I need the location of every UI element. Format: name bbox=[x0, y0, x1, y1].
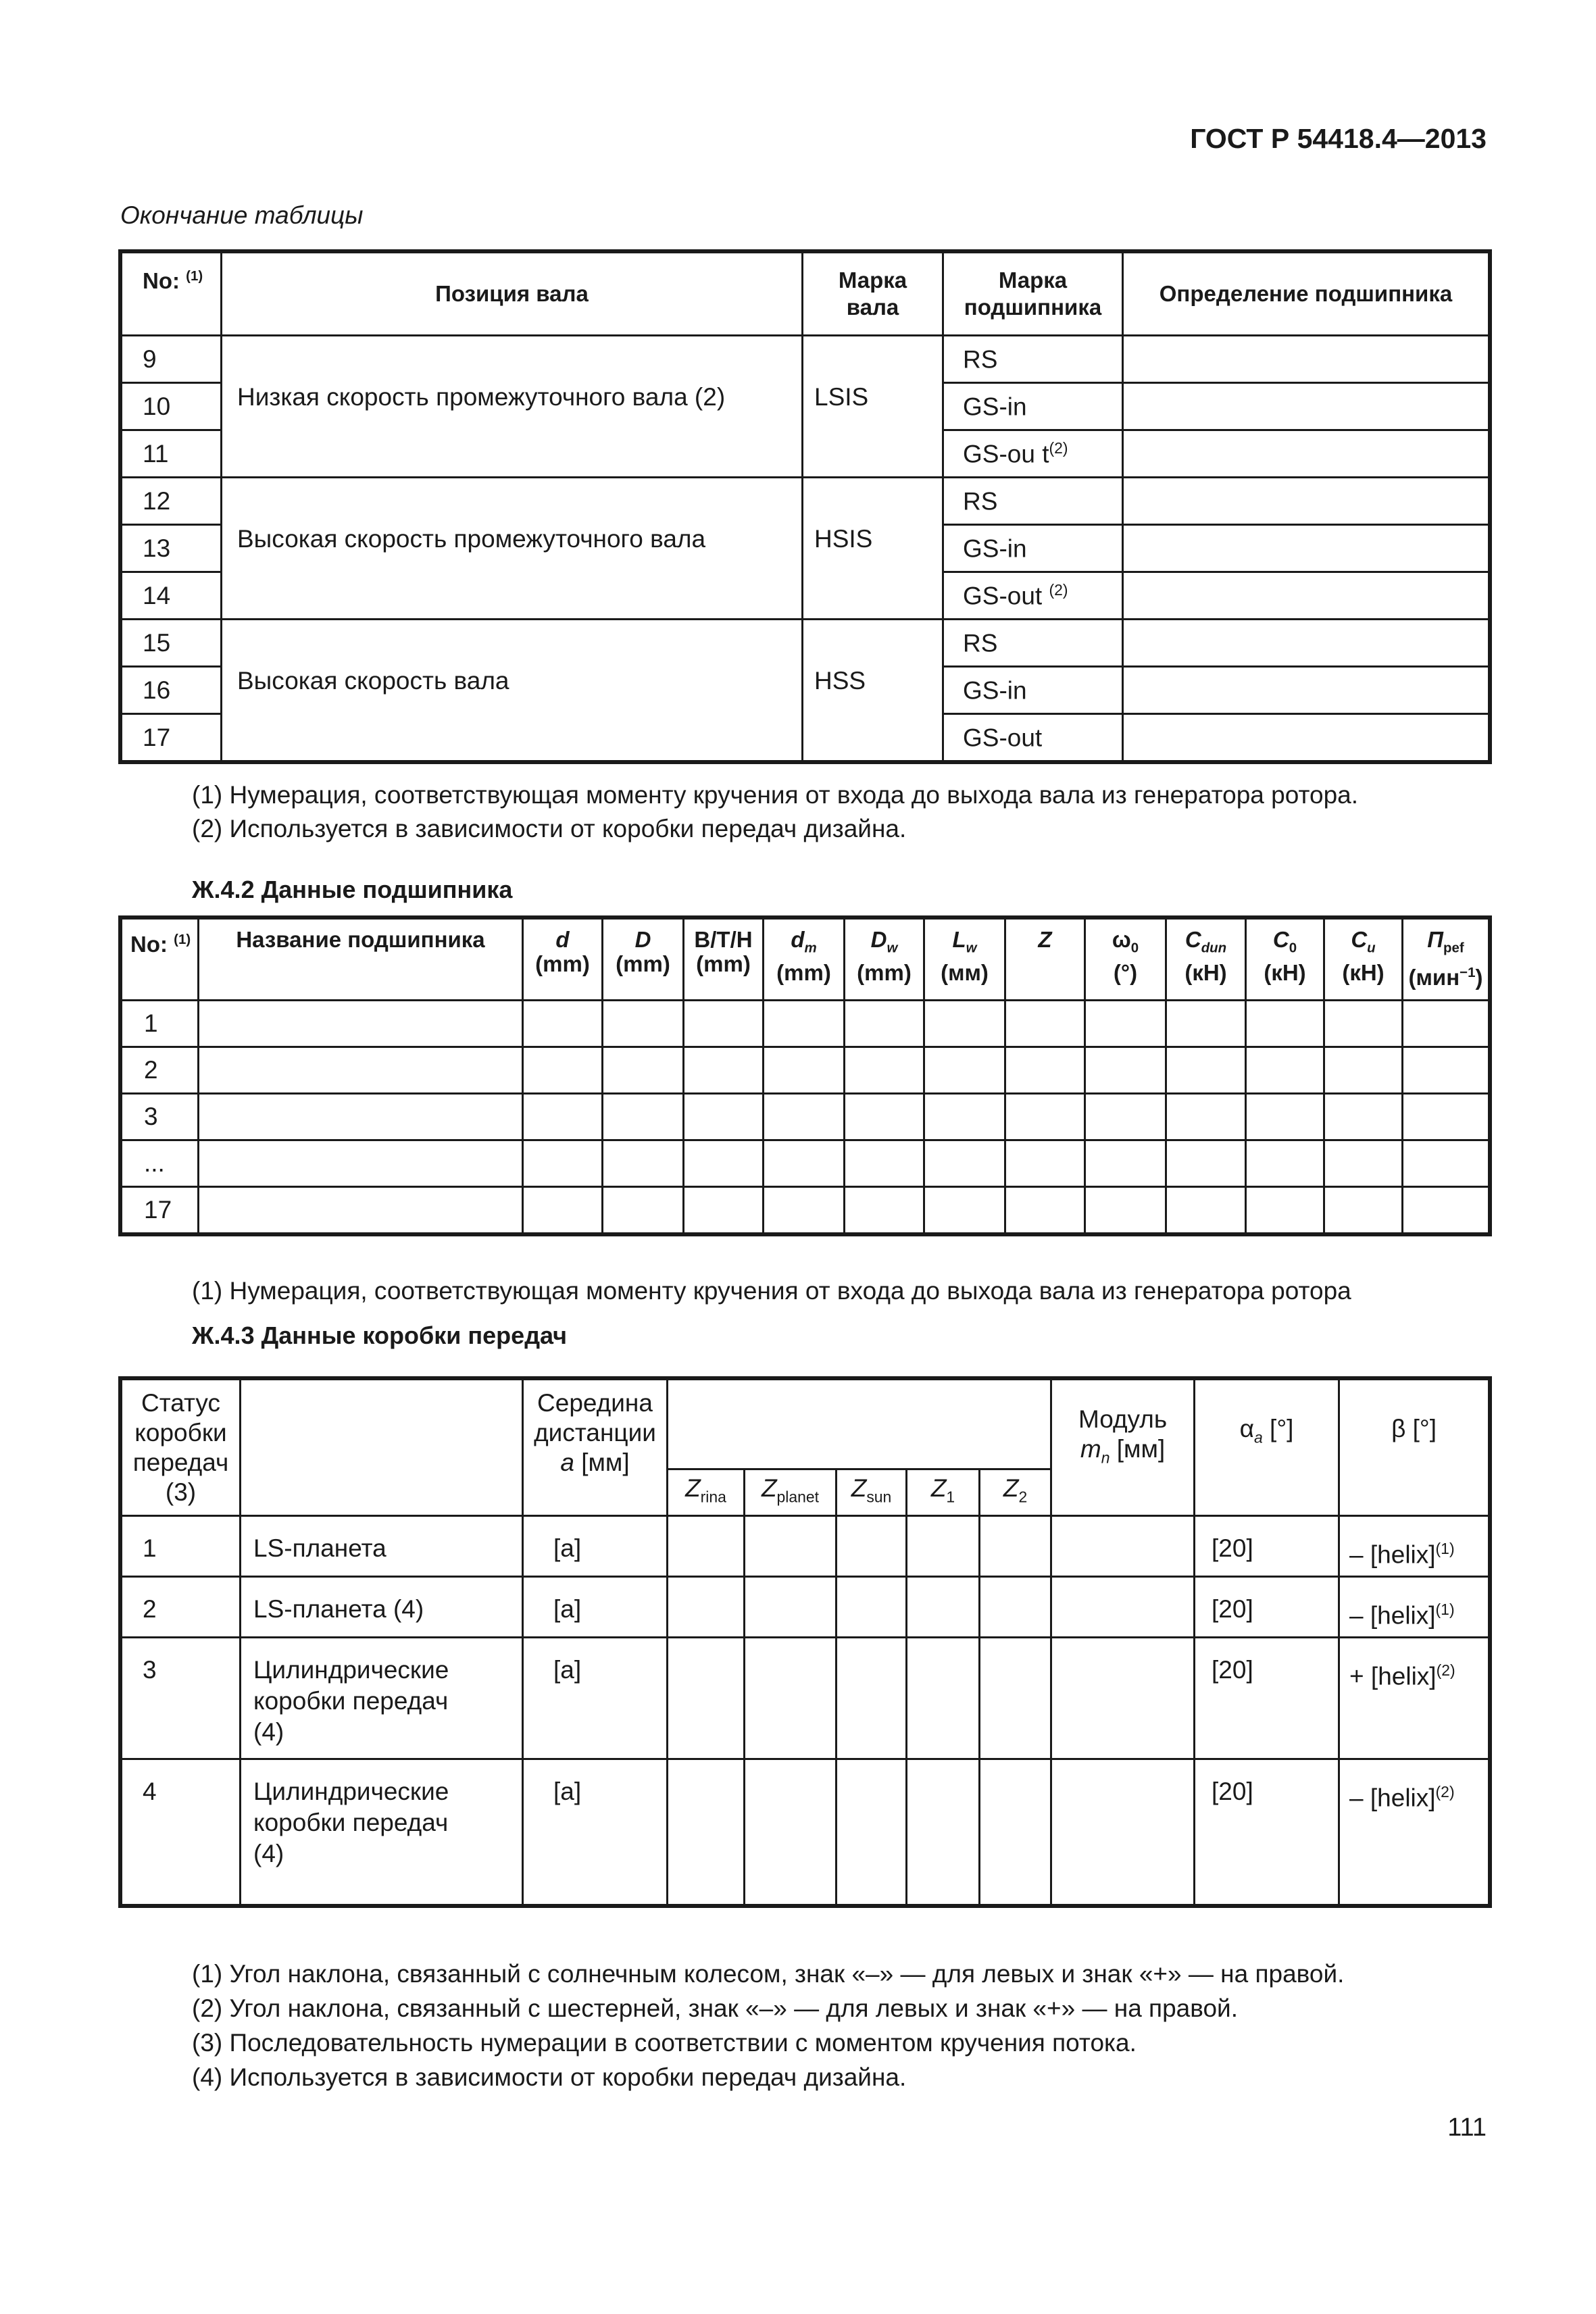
col-Dw: $D_w$ (mm) bbox=[845, 919, 924, 1001]
table-row bbox=[122, 1577, 1489, 1638]
shaft-position-cell: Высокая скорость промежуточного вала bbox=[222, 478, 803, 620]
col-speed: $П_{pef}$ (мин$^{-1}$) bbox=[1403, 919, 1489, 1001]
table-row bbox=[122, 1140, 1489, 1187]
table1-footnotes bbox=[192, 778, 1358, 846]
table-row bbox=[122, 478, 1489, 525]
bearing-mark-cell: GS-in bbox=[943, 667, 1123, 714]
gearbox-name-cell: LS-планета (4) bbox=[241, 1577, 523, 1638]
col-z-planet: $Z_{planet}$ bbox=[745, 1469, 837, 1516]
middle-distance-cell: [a] bbox=[523, 1638, 668, 1759]
row-no: 16 bbox=[122, 667, 222, 714]
alpha-cell: [20] bbox=[1195, 1759, 1339, 1905]
gearbox-name-cell: Цилиндрические коробки передач (4) bbox=[241, 1638, 523, 1759]
col-Z: Z bbox=[1005, 919, 1085, 1001]
footnote: (1) Угол наклона, связанный с солнечным колесом, знак «–» — для левых и знак «+» — на правой. bbox=[192, 1960, 1345, 1988]
table3-footnotes bbox=[192, 1957, 1344, 2094]
row-no: 17 bbox=[122, 1187, 199, 1234]
beta-cell: – [helix]$^{(1)}$ bbox=[1339, 1516, 1489, 1577]
gearbox-data-table bbox=[120, 1378, 1490, 1906]
table-row bbox=[122, 620, 1489, 667]
col-c0: $C_0$ (кН) bbox=[1246, 919, 1324, 1001]
bearing-definition-cell bbox=[1123, 714, 1489, 761]
col-z2: $Z_2$ bbox=[980, 1469, 1051, 1516]
row-no: 1 bbox=[122, 1001, 199, 1047]
table-row bbox=[122, 1759, 1489, 1905]
bearing-definition-cell bbox=[1123, 525, 1489, 572]
gearbox-name-cell: LS-планета bbox=[241, 1516, 523, 1577]
row-no: 15 bbox=[122, 620, 222, 667]
row-no: 11 bbox=[122, 430, 222, 478]
row-no: 14 bbox=[122, 572, 222, 620]
col-alpha: $\alpha_a$ [°] bbox=[1195, 1380, 1339, 1516]
row-no: 13 bbox=[122, 525, 222, 572]
bearing-definition-cell bbox=[1123, 620, 1489, 667]
footnote: (1) Нумерация, соответствующая моменту кручения от входа до выхода вала из генератора ротора. bbox=[192, 781, 1359, 809]
bearing-mark-cell: GS-out bbox=[943, 714, 1123, 761]
row-no: 17 bbox=[122, 714, 222, 761]
bearing-mark-cell: GS-ou $t^{(2)}$ bbox=[943, 430, 1123, 478]
shaft-mark-cell: LSIS bbox=[803, 336, 943, 478]
col-cdun: $C_{dun}$ (кН) bbox=[1166, 919, 1246, 1001]
col-bth: B/T/H (mm) bbox=[684, 919, 764, 1001]
table-row bbox=[122, 1187, 1489, 1234]
alpha-cell: [20] bbox=[1195, 1516, 1339, 1577]
table-row bbox=[122, 1047, 1489, 1094]
middle-distance-cell: [a] bbox=[523, 1516, 668, 1577]
row-no: 3 bbox=[122, 1638, 241, 1759]
bearing-mark-cell: GS-in bbox=[943, 525, 1123, 572]
row-no: 2 bbox=[122, 1577, 241, 1638]
row-no: 4 bbox=[122, 1759, 241, 1905]
shaft-mark-cell: HSS bbox=[803, 620, 943, 761]
col-dm: $d_m$ (mm) bbox=[764, 919, 845, 1001]
shaft-mark-cell: HSIS bbox=[803, 478, 943, 620]
bearing-mark-cell: RS bbox=[943, 620, 1123, 667]
table2-footnote: (1) Нумерация, соответствующая моменту кручения от входа до выхода вала из генератора ротора bbox=[192, 1277, 1351, 1305]
table-header-row bbox=[122, 919, 1489, 1001]
alpha-cell: [20] bbox=[1195, 1638, 1339, 1759]
beta-cell: – [helix]$^{(2)}$ bbox=[1339, 1759, 1489, 1905]
bearing-definition-cell bbox=[1123, 336, 1489, 383]
table-row bbox=[122, 1001, 1489, 1047]
middle-distance-cell: [a] bbox=[523, 1577, 668, 1638]
table-row bbox=[122, 336, 1489, 383]
footnote: (4) Используется в зависимости от коробки передач дизайна. bbox=[192, 2063, 907, 2091]
row-no: 1 bbox=[122, 1516, 241, 1577]
col-bearing-mark: Марка подшипника bbox=[943, 253, 1123, 336]
col-teeth-group bbox=[668, 1380, 1051, 1469]
col-gearbox-name bbox=[241, 1380, 523, 1516]
bearing-data-table bbox=[120, 917, 1490, 1234]
document-header: ГОСТ Р 54418.4—2013 bbox=[1190, 123, 1487, 154]
col-d: d (mm) bbox=[523, 919, 603, 1001]
footnote: (3) Последовательность нумерации в соответствии с моментом кручения потока. bbox=[192, 2029, 1137, 2057]
section-title-bearing-data: Ж.4.2 Данные подшипника bbox=[192, 876, 513, 903]
col-D: D (mm) bbox=[603, 919, 684, 1001]
col-z-sun: $Z_{sun}$ bbox=[837, 1469, 907, 1516]
row-no: ... bbox=[122, 1140, 199, 1187]
col-z-rina: $Z_{rina}$ bbox=[668, 1469, 745, 1516]
row-no: 9 bbox=[122, 336, 222, 383]
row-no: 3 bbox=[122, 1094, 199, 1140]
bearing-mark-cell: GS-out $^{(2)}$ bbox=[943, 572, 1123, 620]
beta-cell: + [helix]$^{(2)}$ bbox=[1339, 1638, 1489, 1759]
col-cu: $C_u$ (кН) bbox=[1324, 919, 1403, 1001]
bearing-mark-cell: RS bbox=[943, 336, 1123, 383]
bearing-definition-cell bbox=[1123, 667, 1489, 714]
bearing-mark-cell: GS-in bbox=[943, 383, 1123, 430]
col-shaft-position: Позиция вала bbox=[222, 253, 803, 336]
row-no: 10 bbox=[122, 383, 222, 430]
table-header-row bbox=[122, 1380, 1489, 1469]
footnote: (2) Используется в зависимости от коробки передач дизайна. bbox=[192, 815, 907, 842]
col-gearbox-status: Статус коробки передач (3) bbox=[122, 1380, 241, 1516]
col-middle-distance: Середина дистанции a [мм] bbox=[523, 1380, 668, 1516]
row-no: 2 bbox=[122, 1047, 199, 1094]
shaft-bearing-table bbox=[120, 251, 1490, 762]
bearing-definition-cell bbox=[1123, 572, 1489, 620]
col-no: No: $^{(1)}$ bbox=[122, 253, 222, 336]
page-number: 111 bbox=[1447, 2113, 1487, 2142]
col-z1: $Z_1$ bbox=[907, 1469, 980, 1516]
bearing-definition-cell bbox=[1123, 383, 1489, 430]
bearing-mark-cell: RS bbox=[943, 478, 1123, 525]
middle-distance-cell: [a] bbox=[523, 1759, 668, 1905]
table-caption: Окончание таблицы bbox=[120, 201, 364, 229]
shaft-position-cell: Высокая скорость вала bbox=[222, 620, 803, 761]
col-shaft-mark: Марка вала bbox=[803, 253, 943, 336]
gearbox-name-cell: Цилиндрические коробки передач (4) bbox=[241, 1759, 523, 1905]
col-Lw: $L_w$ (мм) bbox=[924, 919, 1005, 1001]
col-bearing-definition: Определение подшипника bbox=[1123, 253, 1489, 336]
bearing-definition-cell bbox=[1123, 430, 1489, 478]
beta-cell: – [helix]$^{(1)}$ bbox=[1339, 1577, 1489, 1638]
col-beta: β [°] bbox=[1339, 1380, 1489, 1516]
table-row bbox=[122, 1094, 1489, 1140]
col-bearing-name: Название подшипника bbox=[199, 919, 523, 1001]
col-omega0: $\omega_0$ (°) bbox=[1085, 919, 1166, 1001]
col-no: No: $^{(1)}$ bbox=[122, 919, 199, 1001]
section-title-gearbox-data: Ж.4.3 Данные коробки передач bbox=[192, 1322, 568, 1349]
table-row bbox=[122, 1516, 1489, 1577]
row-no: 12 bbox=[122, 478, 222, 525]
alpha-cell: [20] bbox=[1195, 1577, 1339, 1638]
bearing-definition-cell bbox=[1123, 478, 1489, 525]
footnote: (2) Угол наклона, связанный с шестерней, знак «–» — для левых и знак «+» — на правой. bbox=[192, 1994, 1239, 2022]
table-row bbox=[122, 1638, 1489, 1759]
col-modulus: Модуль $m_n$ [мм] bbox=[1051, 1380, 1195, 1516]
table-header-row bbox=[122, 253, 1489, 336]
shaft-position-cell: Низкая скорость промежуточного вала (2) bbox=[222, 336, 803, 478]
